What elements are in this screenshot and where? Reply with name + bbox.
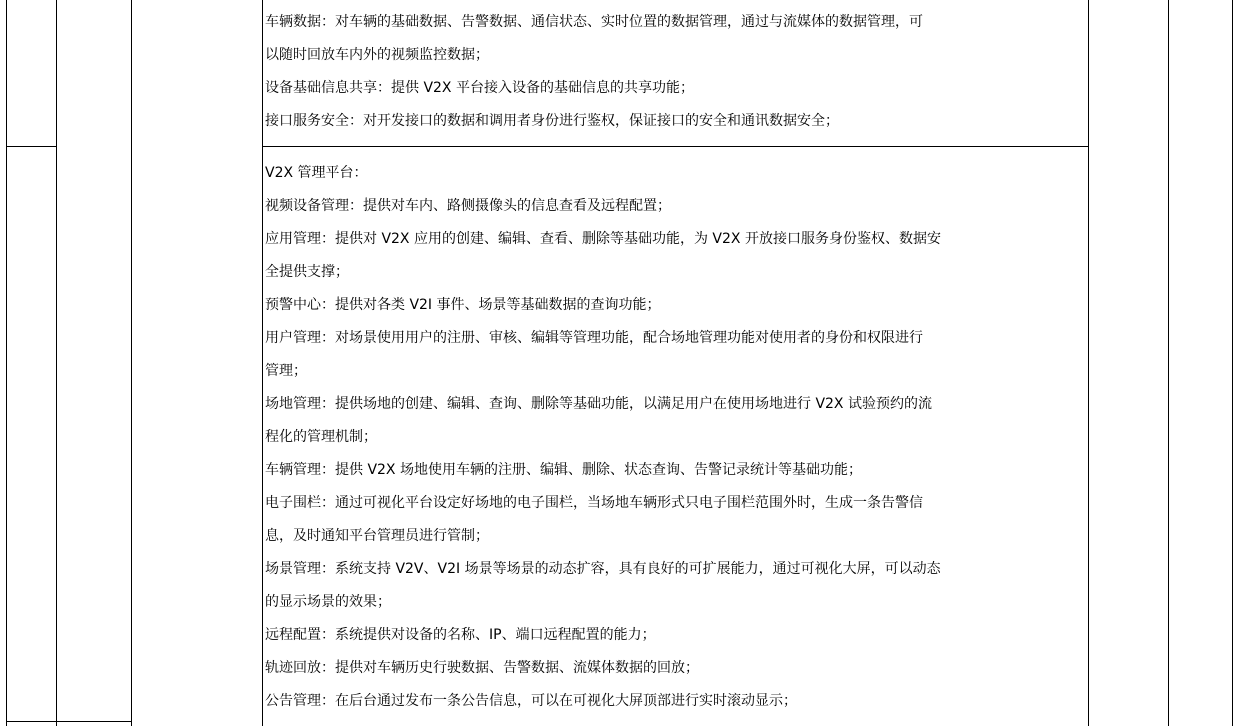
row-divider [6, 146, 56, 147]
text-line: 远程配置：系统提供对设备的名称、IP、端口远程配置的能力； [265, 627, 656, 643]
text-line: 轨迹回放：提供对车辆历史行驶数据、告警数据、流媒体数据的回放； [265, 660, 699, 676]
text-line: 场景管理：系统支持 V2V、V2I 场景等场景的动态扩容，具有良好的可扩展能力，通过可视化大屏，可以动态 [265, 561, 941, 577]
table-border-bottom [6, 721, 132, 722]
table-border-left [6, 0, 7, 726]
text-line: 电子围栏：通过可视化平台设定好场地的电子围栏，当场地车辆形式只电子围栏范围外时，生成一条告警信 [265, 495, 923, 511]
text-line: 用户管理：对场景使用用户的注册、审核、编辑等管理功能，配合场地管理功能对使用者的身份和权限进行 [265, 330, 923, 346]
table-column-divider [56, 0, 57, 726]
description-cell [265, 157, 1087, 718]
text-line: 接口服务安全：对开发接口的数据和调用者身份进行鉴权，保证接口的安全和通讯数据安全； [265, 113, 839, 129]
row-divider [262, 146, 1089, 147]
table-column-divider [131, 0, 132, 726]
text-line: 程化的管理机制； [265, 429, 377, 445]
text-line: 预警中心：提供对各类 V2I 事件、场景等基础数据的查询功能； [265, 297, 661, 313]
text-line: 息，及时通知平台管理员进行管制； [265, 528, 489, 544]
text-line: 车辆数据：对车辆的基础数据、告警数据、通信状态、实时位置的数据管理，通过与流媒体的数据管理，可 [265, 14, 923, 30]
text-line: V2X 管理平台： [265, 165, 368, 181]
table-border-right [1232, 0, 1233, 726]
text-line: 公告管理：在后台通过发布一条公告信息，可以在可视化大屏顶部进行实时滚动显示； [265, 693, 797, 709]
text-line: 设备基础信息共享：提供 V2X 平台接入设备的基础信息的共享功能； [265, 80, 694, 96]
text-line: 场地管理：提供场地的创建、编辑、查询、删除等基础功能，以满足用户在使用场地进行 V2X 试验预约的流 [265, 396, 932, 412]
text-line: 的显示场景的效果； [265, 594, 391, 610]
text-line: 全提供支撑； [265, 264, 349, 280]
text-line: 管理； [265, 363, 307, 379]
text-line: 应用管理：提供对 V2X 应用的创建、编辑、查看、删除等基础功能，为 V2X 开放接口服务身份鉴权、数据安 [265, 231, 941, 247]
text-line: 车辆管理：提供 V2X 场地使用车辆的注册、编辑、删除、状态查询、告警记录统计等基础功能； [265, 462, 862, 478]
description-cell [265, 6, 1087, 138]
text-line: 视频设备管理：提供对车内、路侧摄像头的信息查看及远程配置； [265, 198, 671, 214]
text-line: 以随时回放车内外的视频监控数据； [265, 47, 489, 63]
table-column-divider [262, 0, 263, 726]
table-column-divider [1088, 0, 1089, 726]
table-column-divider [1168, 0, 1169, 726]
